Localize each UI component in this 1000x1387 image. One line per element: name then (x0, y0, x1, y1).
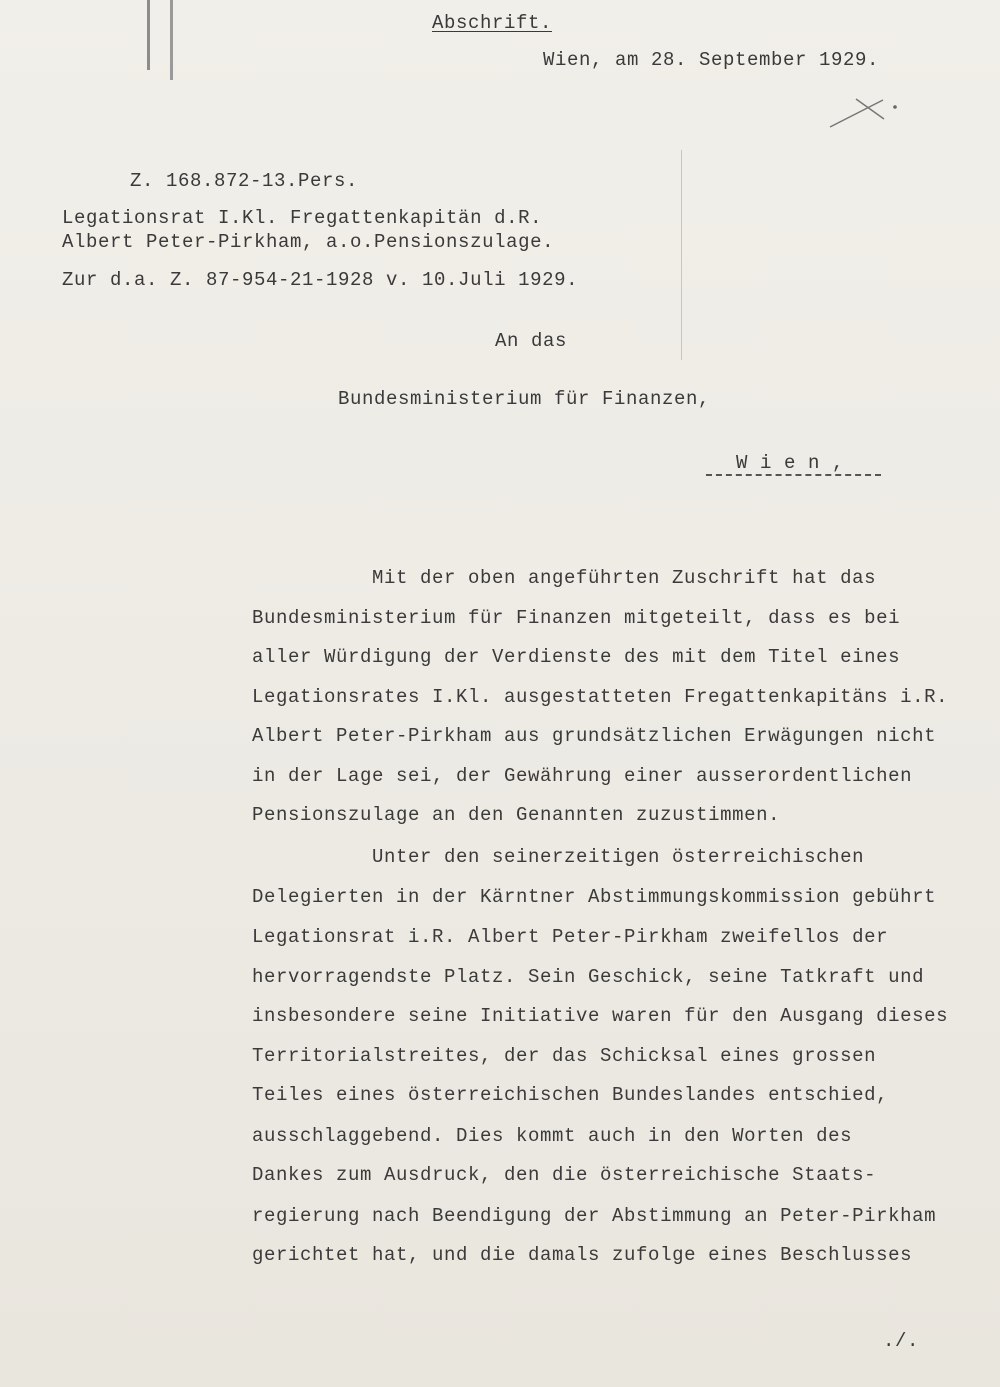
city-underline (706, 474, 881, 476)
body-line: in der Lage sei, der Gewährung einer ausserordentlichen (252, 765, 913, 787)
body-line: Bundesministerium für Finanzen mitgeteilt, dass es bei (252, 607, 901, 629)
document-heading: Abschrift. (432, 12, 553, 34)
body-line: insbesondere seine Initiative waren für den Ausgang dieses (252, 1005, 949, 1027)
paper-fold-mark-2 (170, 0, 173, 80)
recipient-city: W i e n , (736, 452, 845, 474)
reference-number: Z. 168.872-13.Pers. (130, 170, 359, 192)
body-line: aller Würdigung der Verdienste des mit dem Titel eines (252, 646, 901, 668)
address-intro: An das (495, 330, 568, 352)
body-line: Legationsrates I.Kl. ausgestatteten Fregattenkapitäns i.R. (252, 686, 949, 708)
prior-reference: Zur d.a. Z. 87-954-21-1928 v. 10.Juli 1929. (62, 269, 579, 291)
body-line: Legationsrat i.R. Albert Peter-Pirkham zweifellos der (252, 926, 889, 948)
body-line: gerichtet hat, und die damals zufolge eines Beschlusses (252, 1244, 913, 1266)
recipient: Bundesministerium für Finanzen, (338, 388, 711, 410)
body-line: Dankes zum Ausdruck, den die österreichische Staats- (252, 1164, 877, 1186)
body-line: Delegierten in der Kärntner Abstimmungskommission gebührt (252, 886, 937, 908)
body-line: ausschlaggebend. Dies kommt auch in den Worten des (252, 1125, 853, 1147)
subject-line-2: Albert Peter-Pirkham, a.o.Pensionszulage. (62, 231, 555, 253)
body-line: Pensionszulage an den Genannten zuzustimmen. (252, 804, 781, 826)
margin-line (681, 150, 682, 360)
subject-line-1: Legationsrat I.Kl. Fregattenkapitän d.R. (62, 207, 543, 229)
body-line: hervorragendste Platz. Sein Geschick, seine Tatkraft und (252, 966, 925, 988)
continuation-mark: ./. (883, 1330, 920, 1352)
paper-fold-mark (147, 0, 150, 70)
pencil-x-mark-icon (828, 95, 898, 130)
date-line: Wien, am 28. September 1929. (543, 49, 880, 71)
body-line: Unter den seinerzeitigen österreichischen (372, 846, 865, 868)
body-line: Mit der oben angeführten Zuschrift hat das (372, 567, 877, 589)
body-line: Teiles eines österreichischen Bundeslandes entschied, (252, 1084, 889, 1106)
body-line: Territorialstreites, der das Schicksal eines grossen (252, 1045, 877, 1067)
body-line: Albert Peter-Pirkham aus grundsätzlichen Erwägungen nicht (252, 725, 937, 747)
body-line: regierung nach Beendigung der Abstimmung an Peter-Pirkham (252, 1205, 937, 1227)
